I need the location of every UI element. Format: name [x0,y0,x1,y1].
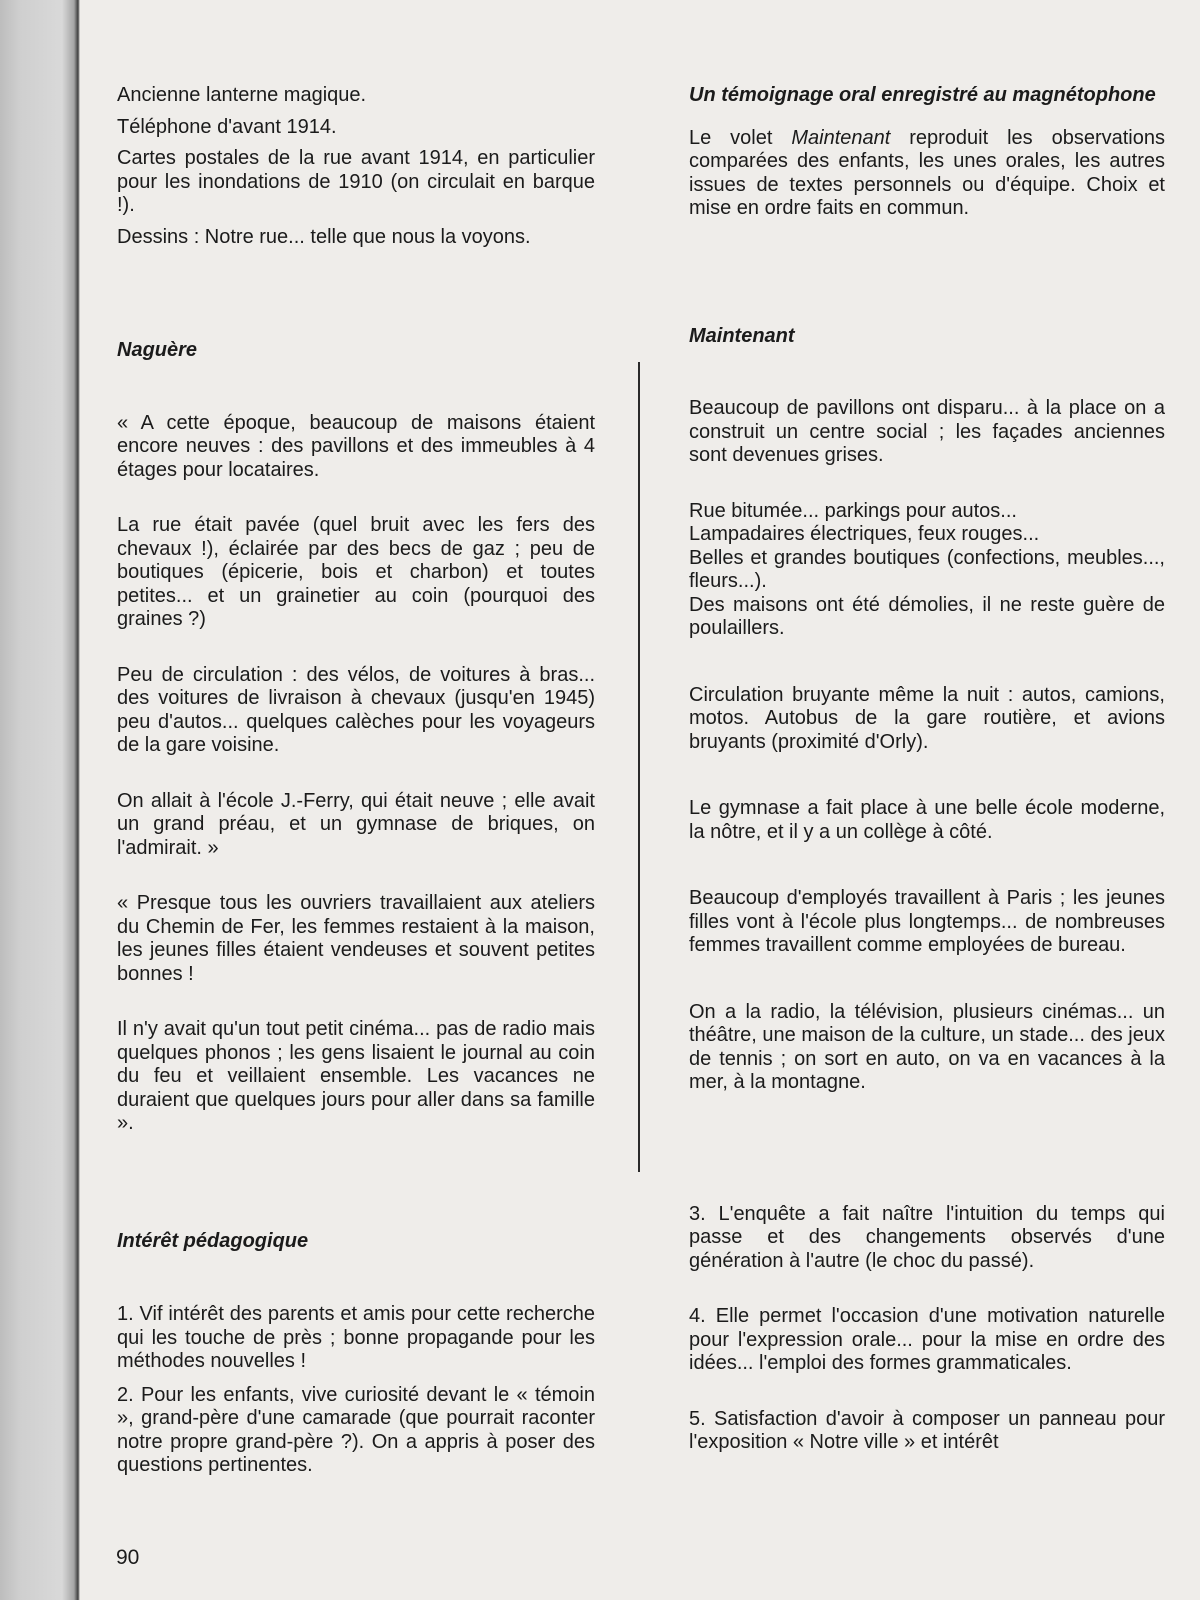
temoignage-heading: Un témoignage oral enregistré au magnétophone [689,84,1156,106]
interet-heading: Intérêt pédagogique [117,1229,309,1252]
interet-point: 4. Elle permet l'occasion d'une motivation naturelle pour l'expression orale... pour la mise en ordre des idées... l'emploi des formes grammaticales. [689,1305,1165,1374]
list-item-lanterne: Ancienne lanterne magique. [117,84,367,106]
maintenant-line: Belles et grandes boutiques (confections, meubles..., fleurs...). [689,546,1165,592]
naguere-paragraph: La rue était pavée (quel bruit avec les fers des chevaux !), éclairée par des becs de gaz ; peu de boutiques (épicerie, bois et charbon) et toutes petites... et un grainetier au coin (pourquoi des graines ?) [117,514,595,630]
interet-point: 5. Satisfaction d'avoir à composer un panneau pour l'exposition « Notre ville » et intérêt [689,1407,1165,1453]
maintenant-paragraph: On a la radio, la télévision, plusieurs cinémas... un théâtre, une maison de la culture, un stade... des jeux de tennis ; on sort en auto, on va en vacances à la mer, à la montagne. [689,1000,1165,1093]
list-item-dessins: Dessins : Notre rue... telle que nous la voyons. [117,225,531,248]
naguere-paragraph: On allait à l'école J.-Ferry, qui était neuve ; elle avait un grand préau, et un gymnase de briques, on l'admirait. » [117,789,595,859]
maintenant-line: Rue bitumée... parkings pour autos... [689,499,1017,522]
maintenant-paragraph [689,500,1165,641]
maintenant-heading: Maintenant [689,324,795,347]
list-item-telephone: Téléphone d'avant 1914. [117,115,337,138]
document-page [82,0,1200,1600]
maintenant-line: Lampadaires électriques, feux rouges... [689,523,1040,545]
naguere-paragraph: « A cette époque, beaucoup de maisons étaient encore neuves : des pavillons et des immeubles à 4 étages pour locataires. [117,411,595,481]
naguere-paragraph: Peu de circulation : des vélos, de voitures à bras... des voitures de livraison à chevaux (jusqu'en 1945) peu d'autos... quelques calèches pour les voyageurs de la gare voisine. [117,663,595,756]
maintenant-emphasis: Maintenant [791,126,891,149]
interet-point: 1. Vif intérêt des parents et amis pour cette recherche qui les touche de près ; bonne propagande pour les méthodes nouvelles ! [117,1303,595,1372]
list-item-cartes: Cartes postales de la rue avant 1914, en particulier pour les inondations de 1910 (on circulait en barque !). [117,147,595,216]
naguere-paragraph: « Presque tous les ouvriers travaillaient aux ateliers du Chemin de Fer, les femmes restaient à la maison, les jeunes filles étaient vendeuses et souvent petites bonnes ! [117,892,595,985]
maintenant-paragraph: Beaucoup de pavillons ont disparu... à la place on a construit un centre social ; les façades anciennes sont devenues grises. [689,397,1165,466]
interet-point: 3. L'enquête a fait naître l'intuition du temps qui passe et des changements observés d'une génération à l'autre (le choc du passé). [689,1202,1165,1272]
maintenant-paragraph: Beaucoup d'employés travaillent à Paris ; les jeunes filles vont à l'école plus longtemps... de nombreuses femmes travaillent comme employées de bureau. [689,887,1165,956]
maintenant-paragraph: Circulation bruyante même la nuit : autos, camions, motos. Autobus de la gare routière, et avions bruyants (proximité d'Orly). [689,683,1165,753]
page-number: 90 [116,1546,140,1569]
temoignage-paragraph: Le volet Maintenant reproduit les observations comparées des enfants, les unes orales, les autres issues de textes personnels ou d'équipe. Choix et mise en ordre faits en commun. [689,126,1165,219]
left-column [117,84,595,1478]
naguere-paragraph: Il n'y avait qu'un tout petit cinéma... pas de radio mais quelques phonos ; les gens lisaient le journal au coin du feu et veillaient ensemble. Les vacances ne duraient que quelques jours pour aller dans sa famille ». [117,1018,595,1134]
maintenant-paragraph: Le gymnase a fait place à une belle école moderne, la nôtre, et il y a un collège à côté. [689,797,1165,843]
column-divider [638,362,640,1172]
naguere-heading: Naguère [117,339,198,361]
maintenant-line: Des maisons ont été démolies, il ne reste guère de poulaillers. [689,593,1165,639]
right-column [689,84,1165,1455]
book-binding-edge [0,0,80,1600]
interet-point: 2. Pour les enfants, vive curiosité devant le « témoin », grand-père d'une camarade (que pourrait raconter notre propre grand-père ?). On a appris à poser des questions pertinentes. [117,1383,595,1476]
